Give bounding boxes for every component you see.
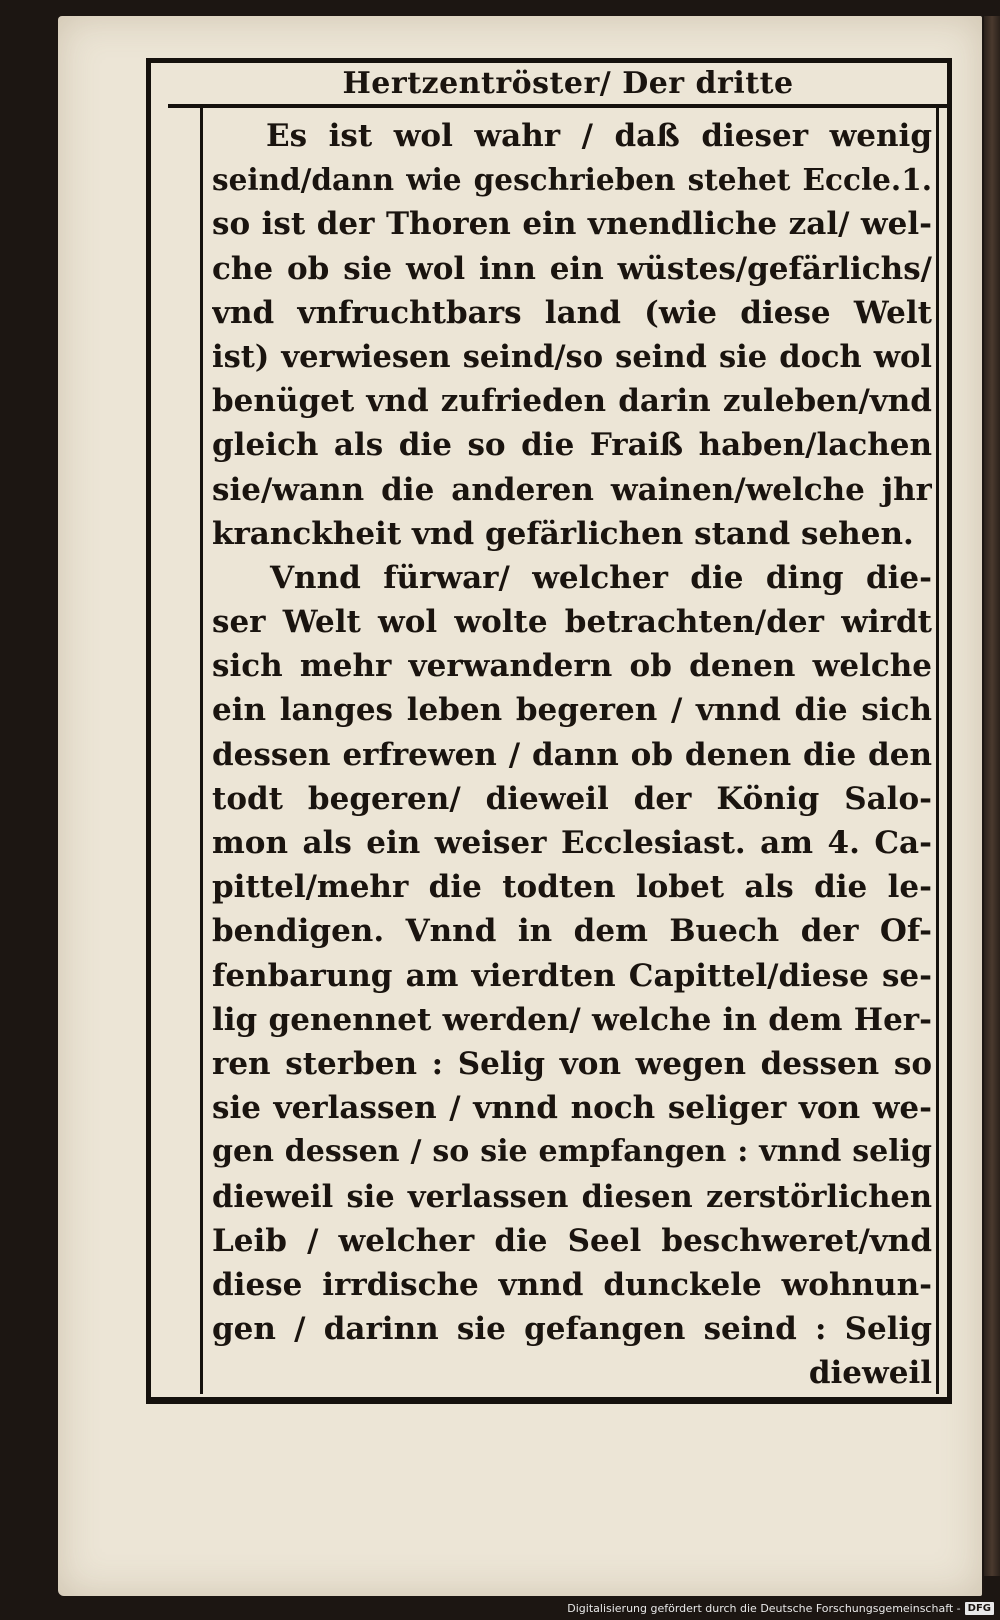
text-line: lig genennet werden/ welche in dem Her- [212, 1001, 932, 1038]
text-line: sie/wann die anderen wainen/welche jhr [212, 471, 932, 508]
text-line: pittel/mehr die todten lobet als die le- [212, 869, 932, 906]
text-line: sie verlassen / vnnd noch seliger von we- [212, 1090, 932, 1127]
text-line: dieweil sie verlassen diesen zerstörlichen [212, 1178, 932, 1215]
text-line: kranckheit vnd gefärlichen stand sehen. [212, 515, 914, 552]
frame-inner-left-rule [200, 108, 203, 1394]
text-line: gen dessen / so sie empfangen : vnnd selig [212, 1134, 932, 1170]
text-line: ren sterben : Selig von wegen dessen so [212, 1045, 932, 1082]
text-line: diese irrdische vnnd dunckele wohnun- [212, 1266, 932, 1303]
dfg-logo: DFG [965, 1602, 994, 1615]
digitization-credit [567, 1600, 994, 1616]
text-line: fenbarung am vierdten Capittel/diese se- [212, 957, 932, 994]
text-line: vnd vnfruchtbars land (wie diese Welt [212, 294, 932, 331]
header-rule [168, 104, 952, 108]
text-line: che ob sie wol inn ein wüstes/gefärlichs/ [212, 250, 932, 287]
credit-text: Digitalisierung gefördert durch die Deutsche Forschungsgemeinschaft - [567, 1601, 961, 1615]
text-line: Vnnd fürwar/ welcher die ding die- [270, 559, 932, 596]
text-line: benüget vnd zufrieden darin zuleben/vnd [212, 383, 932, 420]
text-line: dessen erfrewen / dann ob denen die den [212, 736, 932, 773]
text-line: gen / darinn sie gefangen seind : Selig [212, 1311, 932, 1348]
body-text [212, 114, 932, 1395]
text-line: ist) verwiesen seind/so seind sie doch wol [212, 338, 932, 375]
text-line: ser Welt wol wolte betrachten/der wirdt [212, 604, 932, 641]
text-line: ein langes leben begeren / vnnd die sich [212, 692, 932, 729]
running-head: Hertzentröster/ Der dritte [342, 66, 794, 101]
text-line: Es ist wol wahr / daß dieser wenig [266, 118, 932, 154]
text-line: mon als ein weiser Ecclesiast. am 4. Ca- [212, 825, 932, 861]
text-line: sich mehr verwandern ob denen welche [212, 648, 932, 685]
text-line: gleich als die so die Fraiß haben/lachen [212, 427, 932, 464]
text-line: todt begeren/ dieweil der König Salo- [212, 780, 932, 817]
catchword: dieweil [808, 1355, 932, 1392]
text-line: bendigen. Vnnd in dem Buech der Of- [212, 913, 932, 950]
text-line: seind/dann wie geschrieben stehet Eccle.1. [212, 162, 932, 198]
frame-inner-right-rule [936, 108, 939, 1394]
book-edge [984, 16, 1000, 1576]
text-line: Leib / welcher die Seel beschweret/vnd [212, 1222, 932, 1259]
text-line: so ist der Thoren ein vnendliche zal/ wel- [212, 206, 932, 243]
